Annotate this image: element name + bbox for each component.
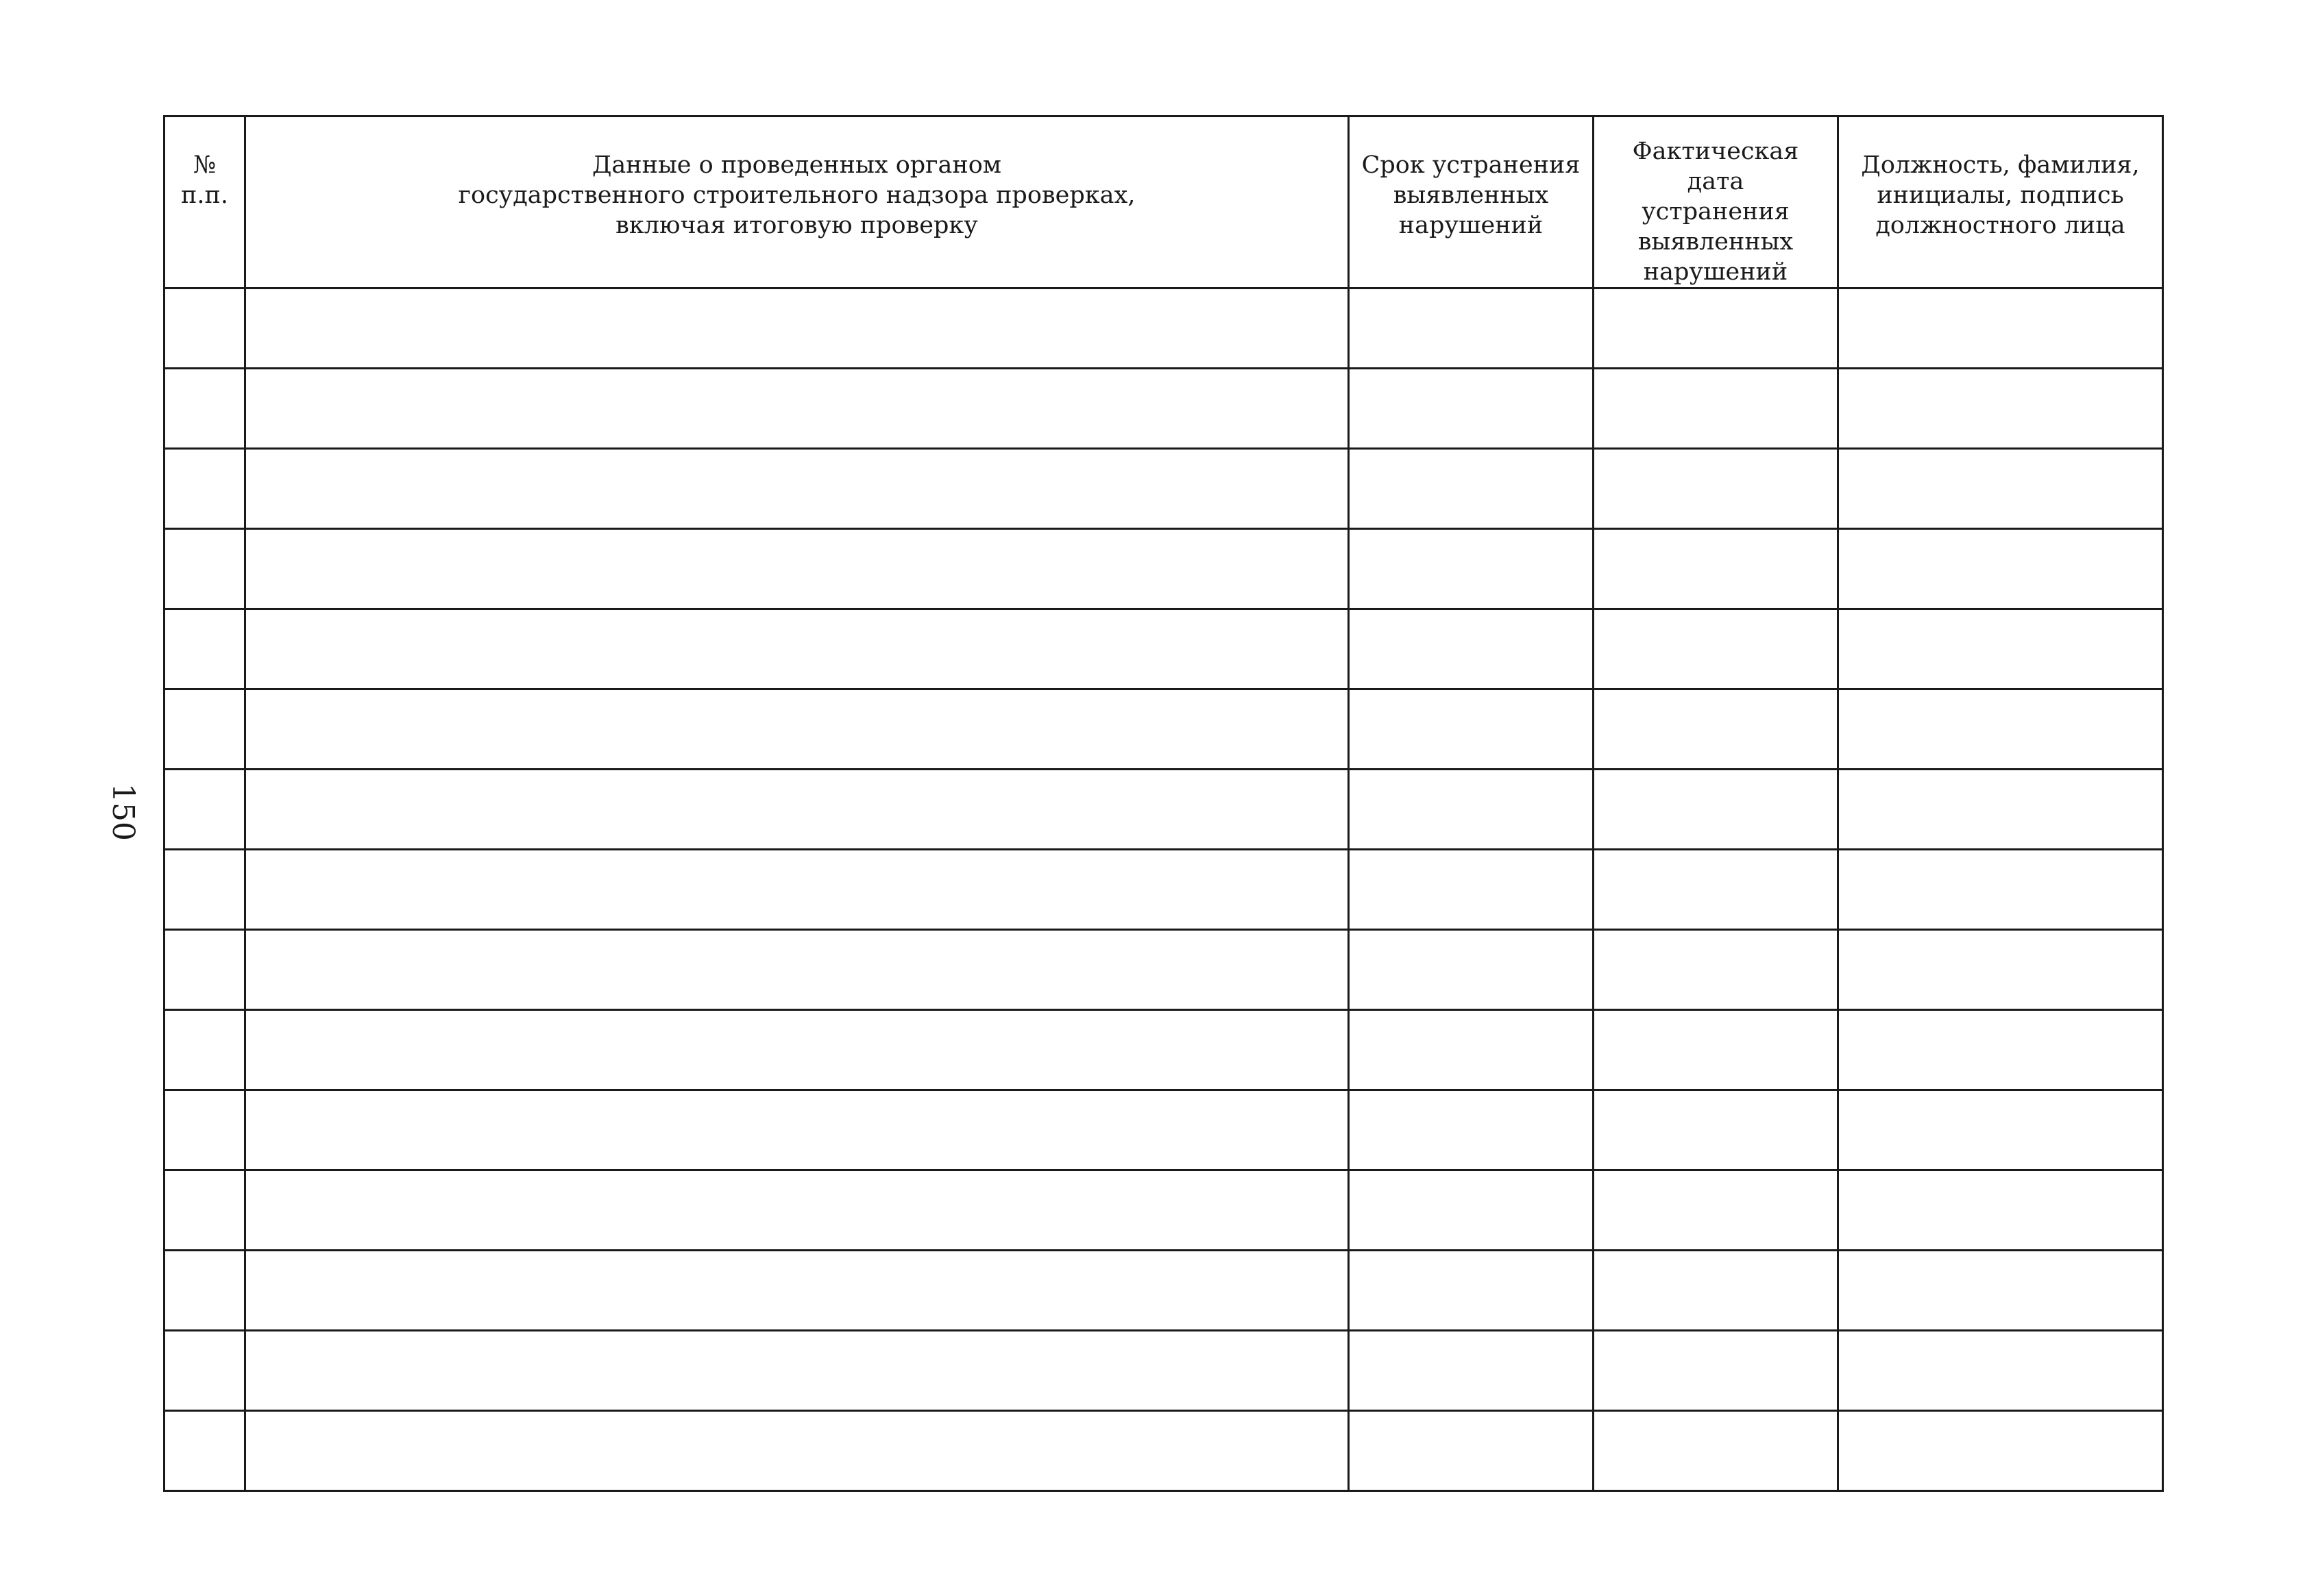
table-cell-actual_date[interactable]	[1594, 930, 1838, 1010]
table-cell-data[interactable]	[245, 770, 1349, 850]
table-cell-official[interactable]	[1838, 1090, 2163, 1170]
table-cell-num[interactable]	[164, 1251, 245, 1331]
table-row	[164, 1331, 2163, 1411]
table-cell-num[interactable]	[164, 770, 245, 850]
table-cell-official[interactable]	[1838, 609, 2163, 689]
table-cell-num[interactable]	[164, 449, 245, 529]
table-cell-official[interactable]	[1838, 529, 2163, 609]
table-row	[164, 1010, 2163, 1090]
table-row	[164, 529, 2163, 609]
header-inspection-data: Данные о проведенных органом государственного строительного надзора проверках, включая итоговую проверку	[245, 116, 1349, 288]
table-cell-deadline[interactable]	[1349, 288, 1594, 369]
table-cell-deadline[interactable]	[1349, 369, 1594, 449]
table-cell-deadline[interactable]	[1349, 1090, 1594, 1170]
table-cell-deadline[interactable]	[1349, 850, 1594, 930]
table-cell-actual_date[interactable]	[1594, 609, 1838, 689]
table-row	[164, 288, 2163, 369]
header-deadline: Срок устранения выявленных нарушений	[1349, 116, 1594, 288]
table-row	[164, 1090, 2163, 1170]
table-cell-actual_date[interactable]	[1594, 850, 1838, 930]
table-cell-num[interactable]	[164, 1090, 245, 1170]
table-cell-official[interactable]	[1838, 369, 2163, 449]
table-cell-actual_date[interactable]	[1594, 1411, 1838, 1491]
table-row	[164, 689, 2163, 770]
table-cell-actual_date[interactable]	[1594, 1090, 1838, 1170]
table-cell-official[interactable]	[1838, 1010, 2163, 1090]
table-cell-deadline[interactable]	[1349, 609, 1594, 689]
page-number: 150	[106, 783, 141, 841]
table-cell-official[interactable]	[1838, 1331, 2163, 1411]
inspection-register-table	[163, 115, 2164, 1492]
table-cell-num[interactable]	[164, 1331, 245, 1411]
header-official: Должность, фамилия, инициалы, подпись должностного лица	[1838, 116, 2163, 288]
table-cell-actual_date[interactable]	[1594, 1010, 1838, 1090]
table-cell-official[interactable]	[1838, 1411, 2163, 1491]
table-row	[164, 1411, 2163, 1491]
table-row	[164, 850, 2163, 930]
table-cell-num[interactable]	[164, 529, 245, 609]
table-cell-data[interactable]	[245, 369, 1349, 449]
table-cell-num[interactable]	[164, 1411, 245, 1491]
table-cell-actual_date[interactable]	[1594, 1170, 1838, 1251]
table-cell-deadline[interactable]	[1349, 930, 1594, 1010]
table-cell-num[interactable]	[164, 609, 245, 689]
table-cell-deadline[interactable]	[1349, 1170, 1594, 1251]
table-cell-num[interactable]	[164, 369, 245, 449]
table-cell-data[interactable]	[245, 288, 1349, 369]
table-cell-actual_date[interactable]	[1594, 529, 1838, 609]
table-cell-deadline[interactable]	[1349, 1251, 1594, 1331]
table-cell-data[interactable]	[245, 1090, 1349, 1170]
table-cell-official[interactable]	[1838, 930, 2163, 1010]
table-cell-official[interactable]	[1838, 1251, 2163, 1331]
table-cell-actual_date[interactable]	[1594, 1251, 1838, 1331]
table-cell-num[interactable]	[164, 850, 245, 930]
table-row	[164, 1170, 2163, 1251]
table-row	[164, 449, 2163, 529]
table-cell-data[interactable]	[245, 1251, 1349, 1331]
table-cell-actual_date[interactable]	[1594, 369, 1838, 449]
table-cell-official[interactable]	[1838, 850, 2163, 930]
table-cell-data[interactable]	[245, 449, 1349, 529]
table-cell-deadline[interactable]	[1349, 1331, 1594, 1411]
table-row	[164, 369, 2163, 449]
table-cell-official[interactable]	[1838, 288, 2163, 369]
table-cell-actual_date[interactable]	[1594, 449, 1838, 529]
table-cell-official[interactable]	[1838, 449, 2163, 529]
table-row	[164, 770, 2163, 850]
table-cell-deadline[interactable]	[1349, 770, 1594, 850]
table-cell-num[interactable]	[164, 288, 245, 369]
table-cell-data[interactable]	[245, 1010, 1349, 1090]
header-number: № п.п.	[164, 116, 245, 288]
table-row	[164, 609, 2163, 689]
table-cell-actual_date[interactable]	[1594, 288, 1838, 369]
table-cell-num[interactable]	[164, 689, 245, 770]
table-cell-official[interactable]	[1838, 689, 2163, 770]
header-actual-date: Фактическая дата устранения выявленных нарушений	[1594, 116, 1838, 288]
table-cell-data[interactable]	[245, 1411, 1349, 1491]
table-cell-deadline[interactable]	[1349, 1010, 1594, 1090]
table-row	[164, 930, 2163, 1010]
table-cell-actual_date[interactable]	[1594, 689, 1838, 770]
table-cell-data[interactable]	[245, 529, 1349, 609]
table-cell-data[interactable]	[245, 1331, 1349, 1411]
table-cell-actual_date[interactable]	[1594, 770, 1838, 850]
table-cell-data[interactable]	[245, 850, 1349, 930]
table-cell-data[interactable]	[245, 930, 1349, 1010]
table-cell-official[interactable]	[1838, 770, 2163, 850]
header-row	[164, 116, 2163, 288]
table-cell-actual_date[interactable]	[1594, 1331, 1838, 1411]
table-cell-num[interactable]	[164, 1010, 245, 1090]
table-cell-data[interactable]	[245, 1170, 1349, 1251]
table-cell-deadline[interactable]	[1349, 449, 1594, 529]
table-row	[164, 1251, 2163, 1331]
table-cell-official[interactable]	[1838, 1170, 2163, 1251]
table-cell-deadline[interactable]	[1349, 689, 1594, 770]
table-cell-deadline[interactable]	[1349, 529, 1594, 609]
table-cell-data[interactable]	[245, 609, 1349, 689]
table-cell-num[interactable]	[164, 1170, 245, 1251]
table-cell-deadline[interactable]	[1349, 1411, 1594, 1491]
table-body	[164, 288, 2163, 1491]
table-cell-num[interactable]	[164, 930, 245, 1010]
table-cell-data[interactable]	[245, 689, 1349, 770]
